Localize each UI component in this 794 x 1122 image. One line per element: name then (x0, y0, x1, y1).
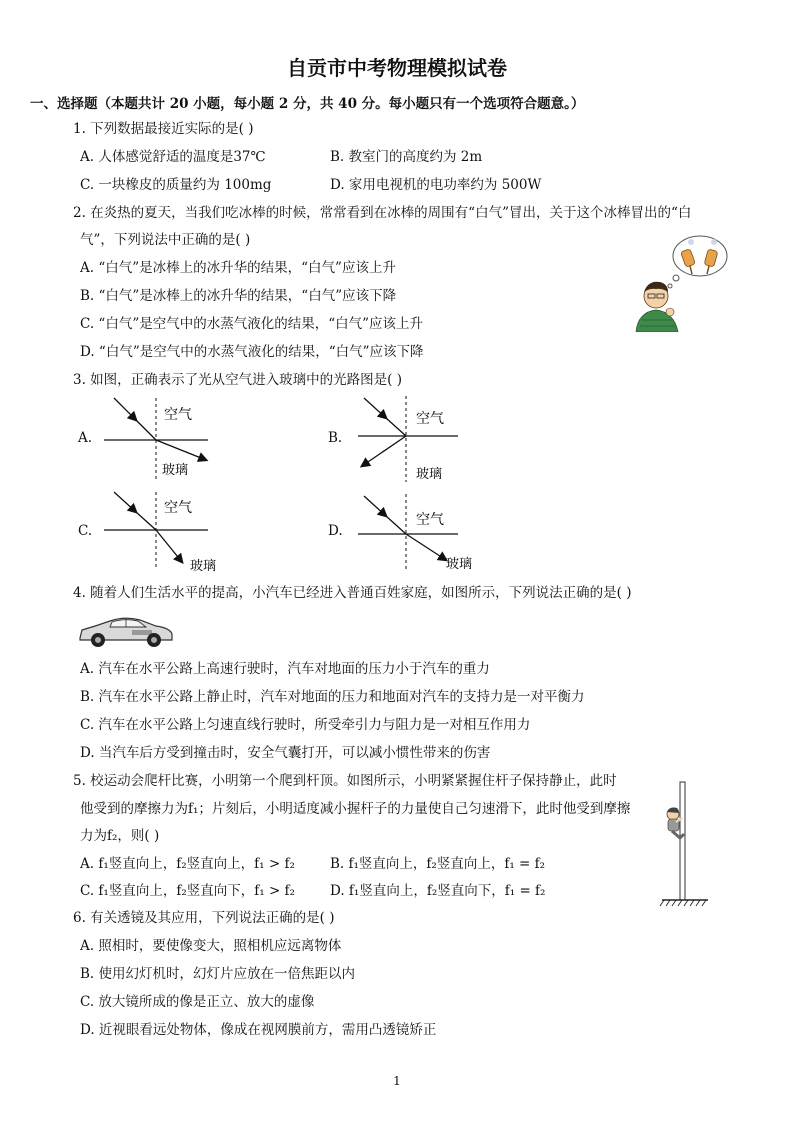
q3-diagram-b (350, 392, 490, 484)
q4-option-b: B. 汽车在水平公路上静止时，汽车对地面的压力和地面对汽车的支持力是一对平衡力 (80, 689, 585, 705)
q5-stem-line2: 他受到的摩擦力为f₁；片刻后，小明适度减小握杆子的力量使自己匀速滑下，此时他受到摩擦 (80, 801, 631, 817)
q1-stem: 1. 下列数据最接近实际的是( ) (73, 121, 254, 137)
q2-option-b: B. “白气”是冰棒上的冰升华的结果，“白气”应该下降 (80, 288, 397, 304)
q3-diagram-c (96, 488, 236, 580)
q6-option-a: A. 照相时，要使像变大，照相机应远离物体 (80, 938, 342, 954)
pole-climbing-illustration (654, 778, 714, 912)
q3-diagram-d (350, 488, 490, 580)
q4-option-c: C. 汽车在水平公路上匀速直线行驶时，所受牵引力与阻力是一对相互作用力 (80, 717, 531, 733)
q3c-glass-label: 玻璃 (190, 559, 217, 574)
page-number: 1 (393, 1074, 401, 1088)
q3a-glass-label: 玻璃 (162, 463, 189, 478)
q6-stem: 6. 有关透镜及其应用，下列说法正确的是( ) (73, 910, 335, 926)
q3-option-c-label: C. (78, 523, 93, 539)
q3d-glass-label: 玻璃 (446, 557, 473, 572)
q5-option-a: A. f₁竖直向上，f₂竖直向上，f₁ > f₂ (80, 856, 295, 872)
q5-stem-line3: 力为f₂，则( ) (80, 828, 160, 844)
q1-option-b: B. 教室门的高度约为 2m (330, 149, 483, 165)
q4-option-a: A. 汽车在水平公路上高速行驶时，汽车对地面的压力小于汽车的重力 (80, 661, 490, 677)
q3b-air-label: 空气 (416, 411, 444, 427)
q3-option-d-label: D. (328, 523, 343, 539)
q4-option-d: D. 当汽车后方受到撞击时，安全气囊打开，可以减小惯性带来的伤害 (80, 745, 491, 761)
car-illustration (76, 612, 176, 650)
q3c-air-label: 空气 (164, 500, 192, 516)
q6-option-b: B. 使用幻灯机时，幻灯片应放在一倍焦距以内 (80, 966, 356, 982)
q3-stem: 3. 如图，正确表示了光从空气进入玻璃中的光路图是( ) (73, 372, 402, 388)
q2-option-c: C. “白气”是空气中的水蒸气液化的结果，“白气”应该上升 (80, 316, 424, 332)
boy-ice-pop-illustration (628, 232, 728, 332)
q1-option-d: D. 家用电视机的电功率约为 500W (330, 177, 542, 193)
q2-option-a: A. “白气”是冰棒上的冰升华的结果，“白气”应该上升 (80, 260, 396, 276)
q5-option-b: B. f₁竖直向上，f₂竖直向上，f₁ = f₂ (330, 856, 546, 872)
q2-stem-line2: 气”，下列说法中正确的是( ) (80, 232, 251, 248)
q5-option-c: C. f₁竖直向上，f₂竖直向下，f₁ > f₂ (80, 883, 295, 899)
q3a-air-label: 空气 (164, 407, 192, 423)
q3-option-a-label: A. (78, 430, 93, 446)
q6-option-c: C. 放大镜所成的像是正立、放大的虚像 (80, 994, 315, 1010)
q3-diagram-a (96, 392, 236, 484)
q3b-glass-label: 玻璃 (416, 467, 443, 482)
q3d-air-label: 空气 (416, 512, 444, 528)
q2-stem-line1: 2. 在炎热的夏天，当我们吃冰棒的时候，常常看到在冰棒的周围有“白气”冒出，关于这个冰棒冒出的“白 (73, 205, 692, 221)
q1-option-c: C. 一块橡皮的质量约为 100mg (80, 177, 272, 193)
q6-option-d: D. 近视眼看远处物体，像成在视网膜前方，需用凸透镜矫正 (80, 1022, 437, 1038)
q5-option-d: D. f₁竖直向上，f₂竖直向下，f₁ = f₂ (330, 883, 546, 899)
q2-option-d: D. “白气”是空气中的水蒸气液化的结果，“白气”应该下降 (80, 344, 424, 360)
section-heading: 一、选择题（本题共计 20 小题，每小题 2 分，共 40 分。每小题只有一个选项符合题意。） (30, 96, 585, 112)
q4-stem: 4. 随着人们生活水平的提高，小汽车已经进入普通百姓家庭，如图所示，下列说法正确的是( ) (73, 585, 632, 601)
q5-stem-line1: 5. 校运动会爬杆比赛，小明第一个爬到杆顶。如图所示，小明紧紧握住杆子保持静止，此时 (73, 773, 617, 789)
page-title: 自贡市中考物理模拟试卷 (287, 56, 507, 80)
q1-option-a: A. 人体感觉舒适的温度是37℃ (80, 149, 266, 165)
q3-option-b-label: B. (328, 430, 343, 446)
